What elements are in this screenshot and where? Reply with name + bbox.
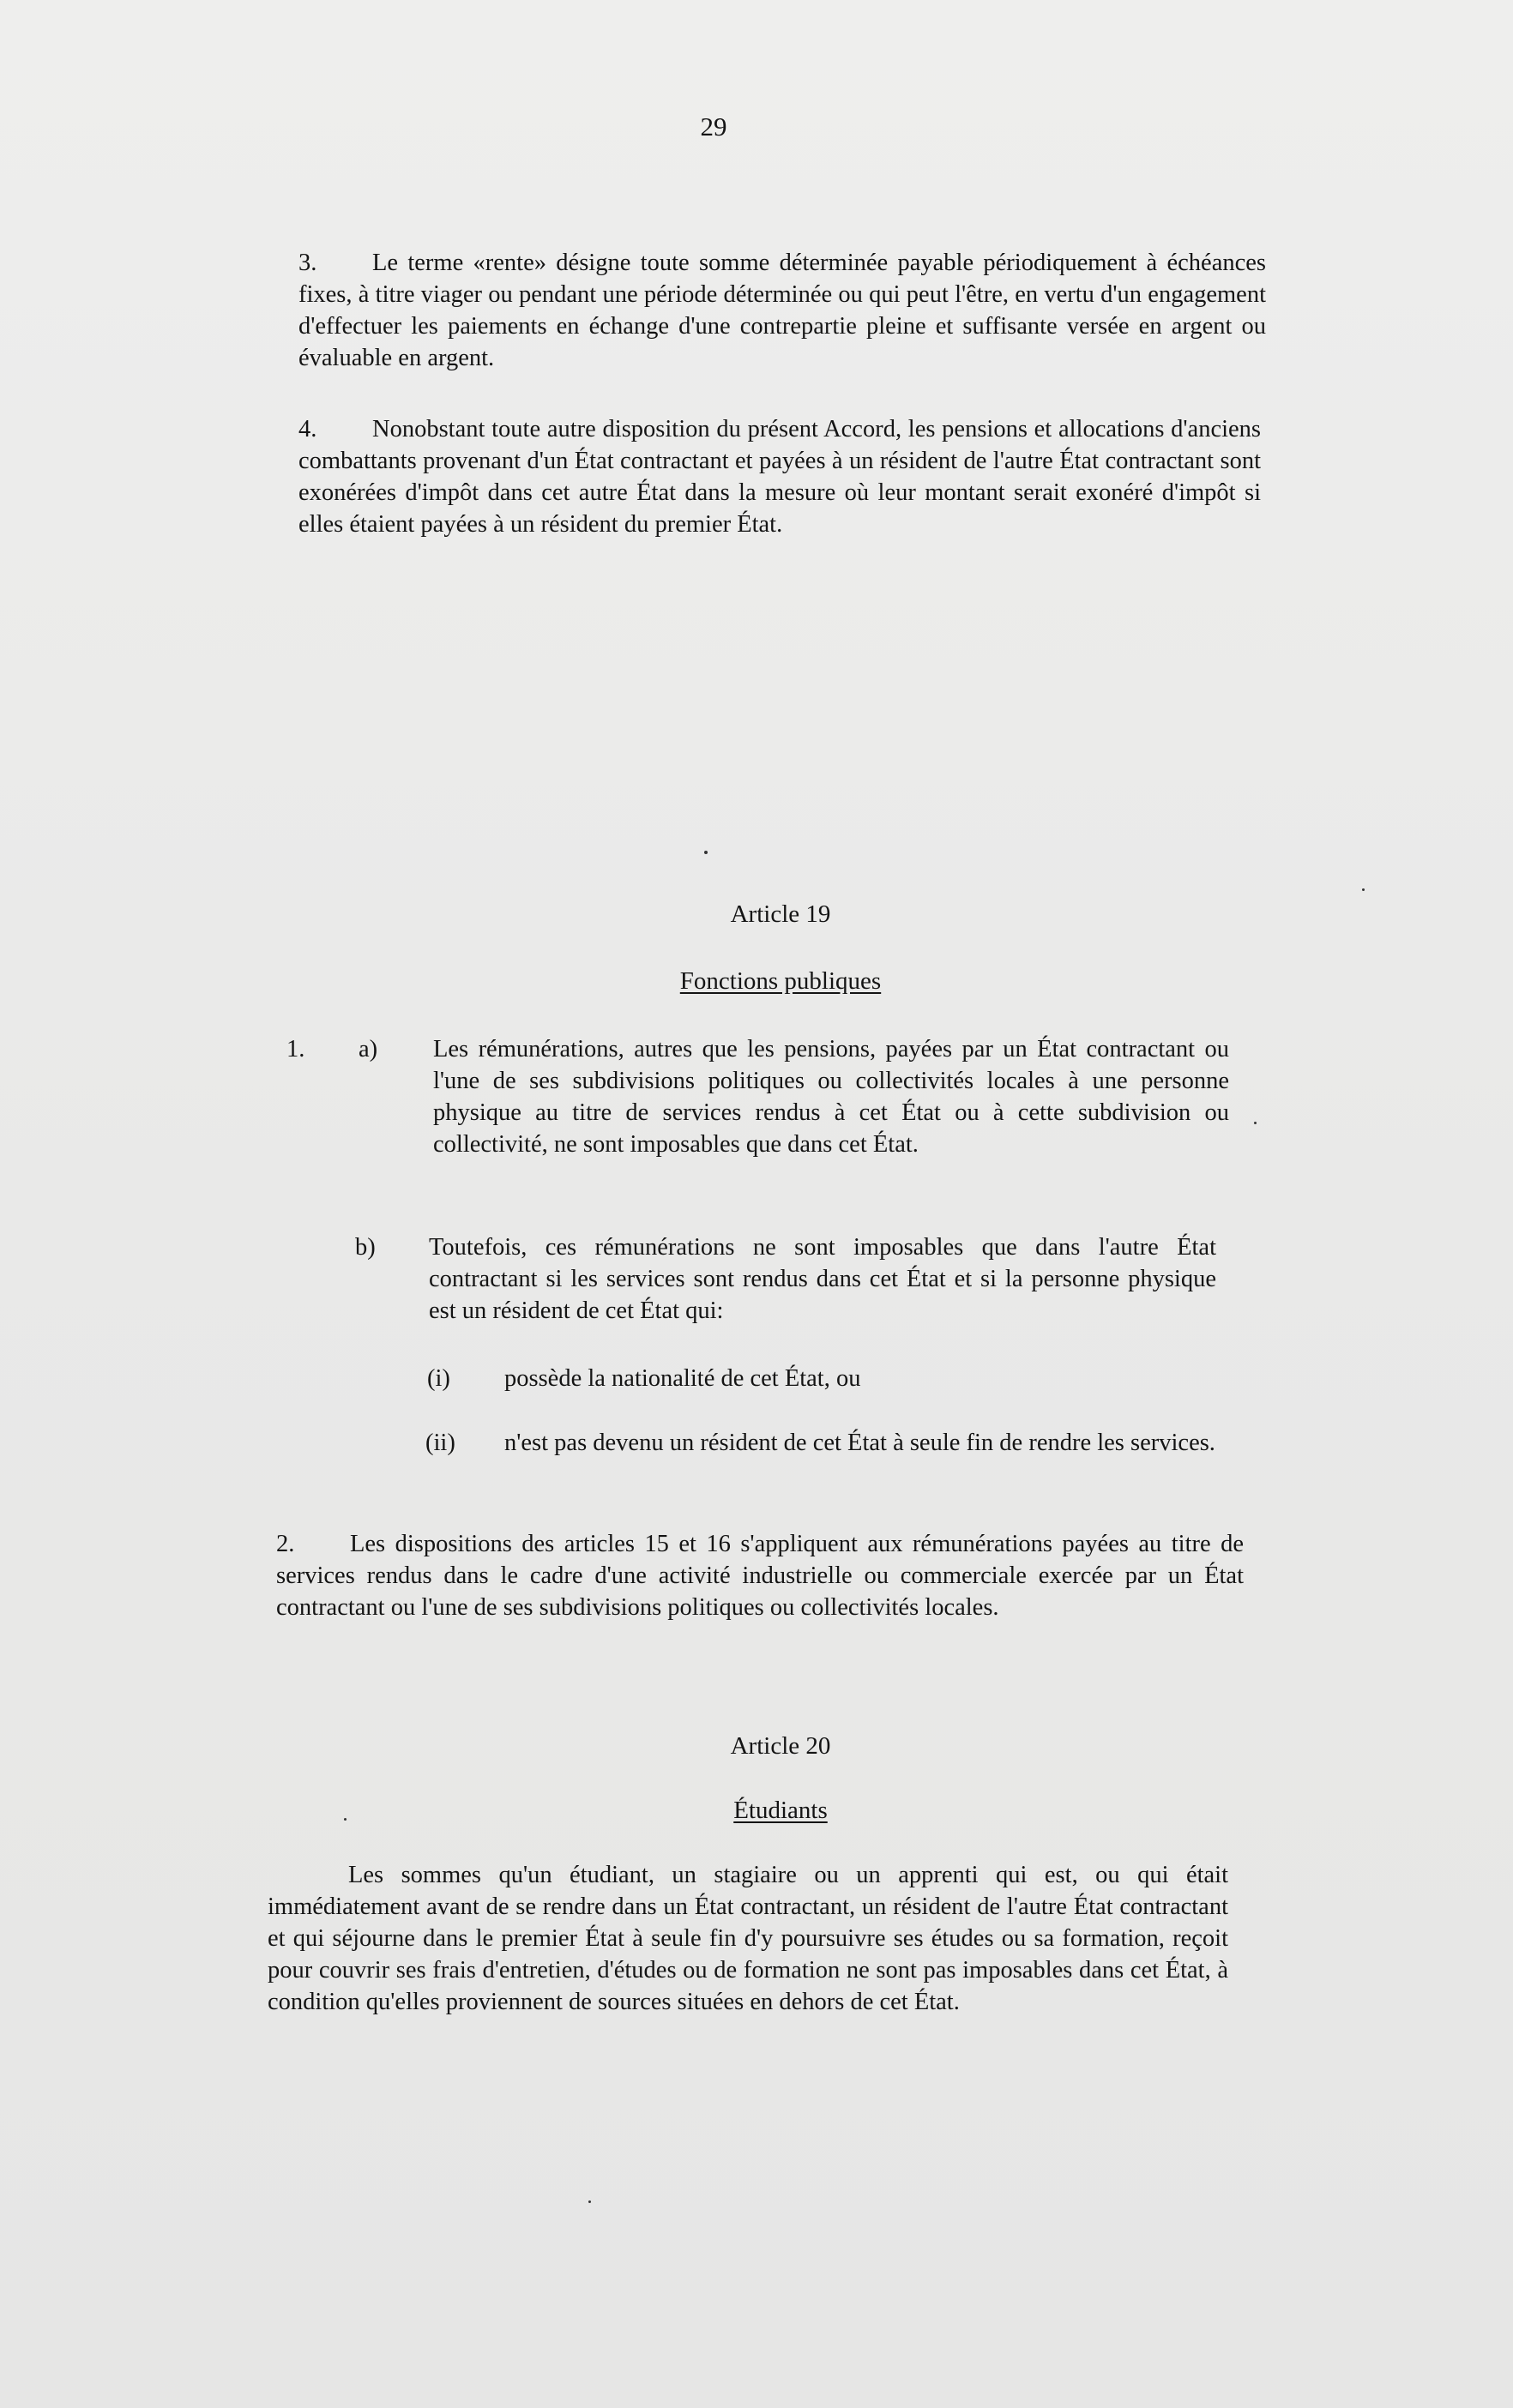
article-19-subitem-i-text: possède la nationalité de cet État, ou bbox=[504, 1365, 861, 1392]
article-19-paragraph-2-text: Les dispositions des articles 15 et 16 s'appliquent aux rémunérations payées au titre de services rendus dans le cadre d'une activité industrielle ou commerciale exercée par un État contractant ou l'une de ses subdivisions politiques ou collectivités locales. bbox=[276, 1531, 1244, 1621]
article-19-subitem-ii-text: n'est pas devenu un résident de cet État à seule fin de rendre les services. bbox=[504, 1430, 1215, 1456]
paragraph-4-number: 4. bbox=[298, 416, 317, 442]
article-19-paragraph-2-number: 2. bbox=[276, 1531, 295, 1557]
paragraph-3 bbox=[298, 247, 1266, 374]
article-20-subtitle: Étudiants bbox=[733, 1797, 828, 1824]
article-19-title: Article 19 bbox=[730, 900, 831, 928]
stray-mark bbox=[1362, 888, 1365, 891]
article-19-paragraph-2 bbox=[276, 1528, 1244, 1623]
stray-mark bbox=[1254, 1122, 1257, 1124]
page-number: 29 bbox=[700, 111, 727, 141]
article-20-title: Article 20 bbox=[730, 1732, 831, 1760]
article-19-paragraph-1-number: 1. bbox=[286, 1036, 305, 1063]
article-19-item-a-label: a) bbox=[359, 1036, 378, 1063]
article-19-subitem-ii-label: (ii) bbox=[425, 1430, 455, 1456]
article-19-item-a-text: Les rémunérations, autres que les pensions, payées par un État contractant ou l'une de ses subdivisions politiques ou collectivités locales à une personne physique au titre de services rendus à cet État ou à cette subdivision ou collectivité, ne sont imposables que dans cet État. bbox=[433, 1036, 1229, 1158]
article-19-item-b-text: Toutefois, ces rémunérations ne sont imposables que dans l'autre État contractant si les services sont rendus dans cet État et si la personne physique est un résident de cet État qui: bbox=[429, 1234, 1216, 1324]
article-19-subitem-i-label: (i) bbox=[427, 1365, 450, 1392]
article-19-item-b-label: b) bbox=[355, 1234, 376, 1261]
paragraph-3-number: 3. bbox=[298, 250, 317, 276]
article-19-subtitle: Fonctions publiques bbox=[679, 967, 882, 995]
paragraph-4-text: Nonobstant toute autre disposition du présent Accord, les pensions et allocations d'anciens combattants provenant d'un État contractant et payées à un résident de l'autre État contractant sont exonérées d'impôt dans cet autre État dans la mesure où leur montant serait exonéré d'impôt si elles étaient payées à un résident du premier État. bbox=[298, 416, 1261, 538]
stray-mark bbox=[704, 851, 708, 854]
paragraph-3-text: Le terme «rente» désigne toute somme déterminée payable périodiquement à échéances fixes, à titre viager ou pendant une période déterminée ou qui peut l'être, en vertu d'un engagement d'effectuer les paiements en échange d'une contrepartie pleine et suffisante versée en argent ou évaluable en argent. bbox=[298, 250, 1266, 371]
paragraph-4 bbox=[298, 413, 1261, 540]
article-20-paragraph: Les sommes qu'un étudiant, un stagiaire ou un apprenti qui est, ou qui était immédiatement avant de se rendre dans un État contractant, un résident de l'autre État contractant et qui séjourne dans le premier État à seule fin d'y poursuivre ses études ou sa formation, reçoit pour couvrir ses frais d'entretien, d'études ou de formation ne sont pas imposables dans cet État, à condition qu'elles proviennent de sources situées en dehors de cet État. bbox=[268, 1862, 1228, 2015]
stray-mark bbox=[588, 2200, 591, 2203]
